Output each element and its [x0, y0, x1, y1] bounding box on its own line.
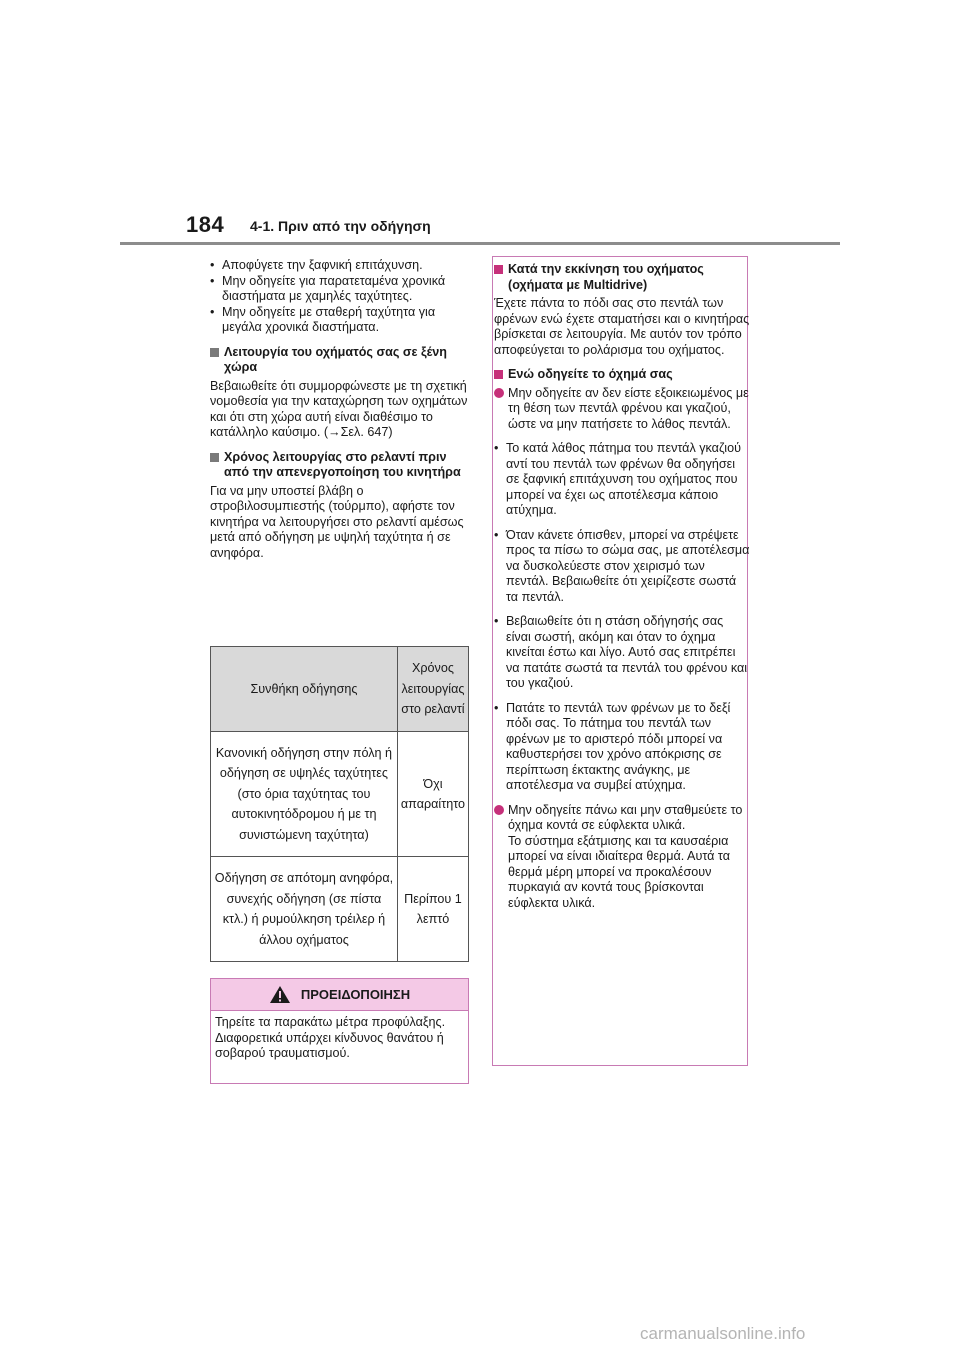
- square-bullet-icon: [210, 453, 219, 462]
- dot-item: [494, 386, 750, 433]
- right-column: [494, 258, 750, 920]
- bullet-item: • Μην οδηγείτε για παρατεταμένα χρονικά διαστήματα με χαμηλές ταχύτητες.: [210, 274, 472, 305]
- square-bullet-icon: [494, 265, 503, 274]
- section-heading: [494, 367, 750, 383]
- square-bullet-icon: [494, 370, 503, 379]
- table-cell: Περίπου 1 λεπτό: [397, 857, 468, 962]
- bullet-item: • Μην οδηγείτε με σταθερή ταχύτητα για μεγάλα χρονικά διαστήματα.: [210, 305, 472, 336]
- section-heading: [210, 345, 472, 376]
- section-body: Έχετε πάντα το πόδι σας στο πεντάλ των φρένων ενώ έχετε σταματήσει και ο κινητήρας βρίσκεται σε λειτουργία. Με αυτόν τον τρόπο αποφεύγεται το ρολάρισμα του οχήματος.: [494, 296, 750, 357]
- driving-bullet-list: [494, 441, 750, 794]
- section-heading: [494, 262, 750, 293]
- dot-item-text: Το σύστημα εξάτμισης και τα καυσαέρια μπορεί να είναι ιδιαίτερα θερμά. Αυτά τα θερμά μέρη μπορεί να προκαλέσουν πυρκαγιά αν κοντά τους βρίσκονται εύφλεκτα υλικά.: [508, 833, 730, 910]
- warning-header: [211, 979, 468, 1011]
- section-title: Χρόνος λειτουργίας στο ρελαντί πριν από την απενεργοποίηση του κινητήρα: [224, 449, 461, 479]
- section-body: Για να μην υποστεί βλάβη ο στροβιλοσυμπιεστής (τούρμπο), αφήστε τον κινητήρα να λειτουργήσει στο ρελαντί αμέσως μετά από οδήγηση με υψηλή ταχύτητα ή σε ανηφόρα.: [210, 483, 464, 560]
- warning-triangle-icon: [269, 985, 291, 1004]
- header-rule: [120, 242, 840, 245]
- intro-bullet-list: [210, 258, 472, 336]
- table-header-cell: Χρόνος λειτουργίας στο ρελαντί: [397, 647, 468, 732]
- bullet-item: • Πατάτε το πεντάλ των φρένων με το δεξί πόδι σας. Το πάτημα του πεντάλ των φρένων με το αριστερό πόδι μπορεί να καθυστερήσει τον χρόνο απόκρισης σε περίπτωση έκτακτης ανάγκης, με αποτέλεσμα να συμβεί ατύχημα.: [494, 701, 750, 794]
- dot-item-text: Μην οδηγείτε πάνω και μην σταθμεύετε το όχημα κοντά σε εύφλεκτα υλικά.: [508, 802, 743, 832]
- bullet-item: • Όταν κάνετε όπισθεν, μπορεί να στρέψετε προς τα πίσω το σώμα σας, με αποτέλεσμα να δυσκολεύεστε στον χειρισμό των πεντάλ. Βεβαιωθείτε ότι χειρίζεστε σωστά τα πεντάλ.: [494, 528, 750, 606]
- section-title: Λειτουργία του οχήματός σας σε ξένη χώρα: [224, 344, 447, 374]
- circle-bullet-icon: [494, 388, 504, 398]
- table-cell: Κανονική οδήγηση στην πόλη ή οδήγηση σε υψηλές ταχύτητες (στο όρια ταχύτητας του αυτοκινητόδρομου ή με τη συνιστώμενη ταχύτητα): [211, 732, 398, 857]
- section-title: Κατά την εκκίνηση του οχήματος (οχήματα με Multidrive): [508, 262, 704, 292]
- warning-box: [210, 978, 469, 1084]
- idle-time-table: [210, 646, 469, 962]
- square-bullet-icon: [210, 348, 219, 357]
- table-row: [211, 857, 469, 962]
- warning-title: ΠΡΟΕΙΔΟΠΟΙΗΣΗ: [300, 987, 411, 1002]
- table-row: [211, 732, 469, 857]
- dot-item: [494, 803, 750, 912]
- circle-bullet-icon: [494, 805, 504, 815]
- warning-text: Τηρείτε τα παρακάτω μέτρα προφύλαξης.: [215, 1015, 446, 1029]
- table-header-cell: Συνθήκη οδήγησης: [211, 647, 398, 732]
- bullet-item: • Το κατά λάθος πάτημα του πεντάλ γκαζιού αντί του πεντάλ των φρένων θα οδηγήσει σε ξαφνική επιτάχυνση του οχήματος που μπορεί να έχει ως αποτέλεσμα κάποιο ατύχημα.: [494, 441, 750, 519]
- table-header-row: [211, 647, 469, 732]
- chapter-title: 4-1. Πριν από την οδήγηση: [250, 218, 431, 234]
- table-cell: Όχι απαραίτητο: [397, 732, 468, 857]
- page-number: 184: [186, 212, 225, 237]
- warning-body: [211, 1011, 468, 1062]
- dot-item-text: Μην οδηγείτε αν δεν είστε εξοικειωμένος με τη θέση των πεντάλ φρένου και γκαζιού, ώστε να μην πατήσετε το λάθος πεντάλ.: [508, 385, 749, 431]
- left-column: [210, 258, 472, 561]
- table-cell: Οδήγηση σε απότομη ανηφόρα, συνεχής οδήγηση (σε πίστα κτλ.) ή ρυμούλκηση τρέιλερ ή άλλου οχήματος: [211, 857, 398, 962]
- section-body: Βεβαιωθείτε ότι συμμορφώνεστε με τη σχετική νομοθεσία για την καταχώρηση των οχημάτων και ότι στη χώρα αυτή είναι διαθέσιμο το κατάλληλο καύσιμο. (→Σελ. 647): [210, 378, 468, 439]
- section-heading: [210, 450, 472, 481]
- warning-text: Διαφορετικά υπάρχει κίνδυνος θανάτου ή σοβαρού τραυματισμού.: [215, 1030, 444, 1060]
- bullet-item: • Βεβαιωθείτε ότι η στάση οδήγησής σας είναι σωστή, ακόμη και όταν το όχημα κινείται έστω και λίγο. Αυτό σας επιτρέπει να πατάτε σωστά τα πεντάλ του φρένου και του γκαζιού.: [494, 614, 750, 692]
- section-title: Ενώ οδηγείτε το όχημά σας: [508, 367, 673, 381]
- bullet-item: • Αποφύγετε την ξαφνική επιτάχυνση.: [210, 258, 472, 274]
- watermark-text: carmanualsonline.info: [640, 1324, 806, 1343]
